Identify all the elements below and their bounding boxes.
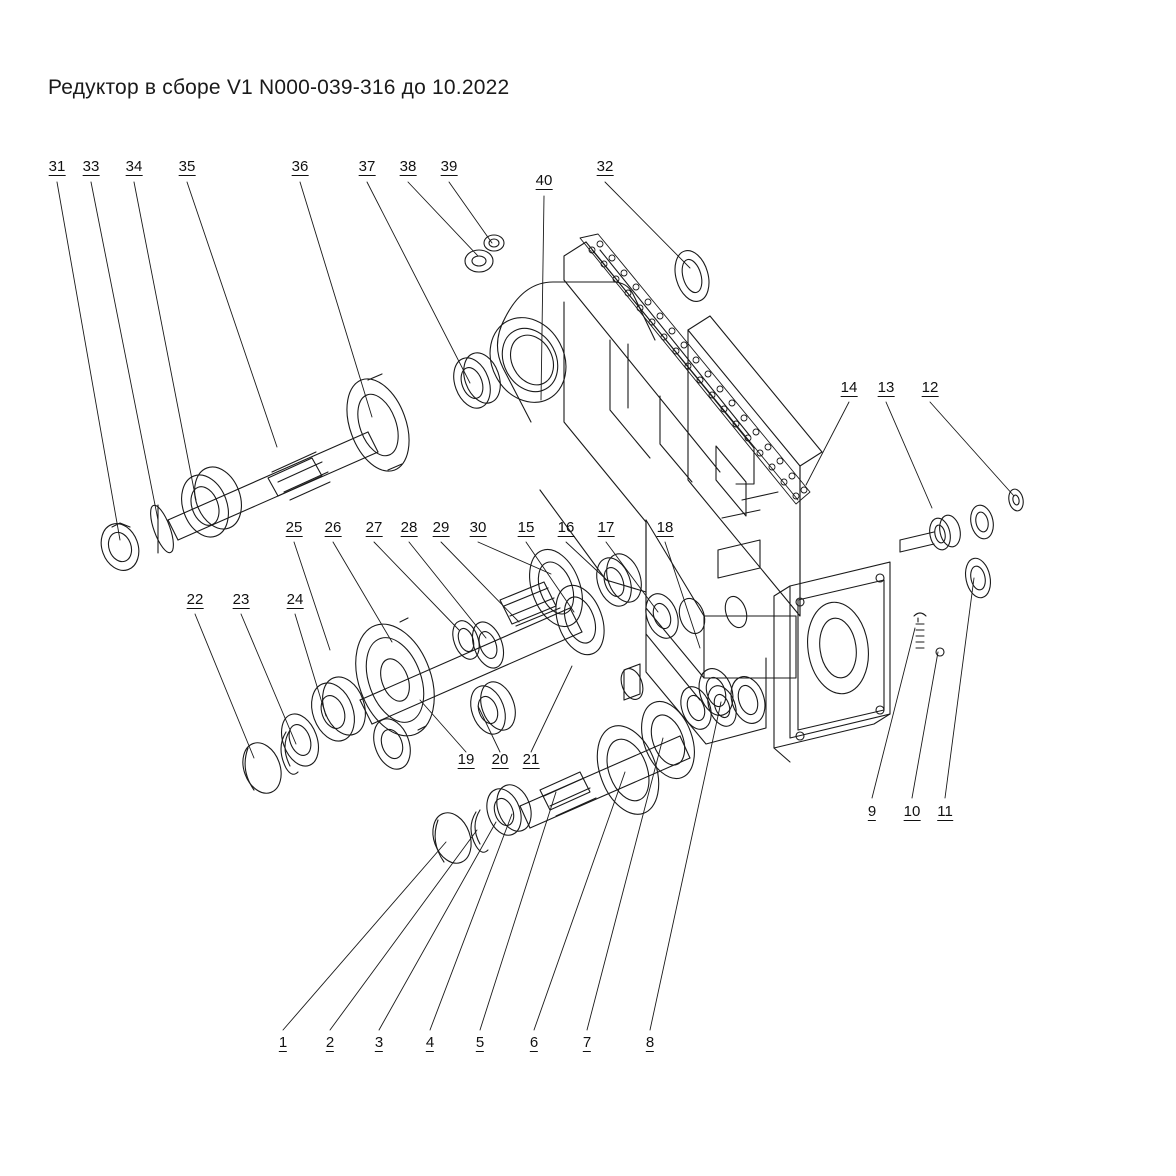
callout-7: 7 xyxy=(582,1034,592,1051)
callout-14: 14 xyxy=(840,379,858,396)
callout-23: 23 xyxy=(232,591,250,608)
callout-33: 33 xyxy=(82,158,100,175)
callout-38: 38 xyxy=(399,158,417,175)
page-title: Редуктор в сборе V1 N000-039-316 до 10.2022 xyxy=(48,76,510,99)
callout-30: 30 xyxy=(469,519,487,536)
callout-13: 13 xyxy=(877,379,895,396)
callout-20: 20 xyxy=(491,751,509,768)
callout-5: 5 xyxy=(475,1034,485,1051)
callout-35: 35 xyxy=(178,158,196,175)
roller-chain xyxy=(580,234,810,504)
callout-6: 6 xyxy=(529,1034,539,1051)
callout-36: 36 xyxy=(291,158,309,175)
output-shaft-assembly xyxy=(426,682,741,869)
callout-11: 11 xyxy=(937,803,953,820)
output-shaft-right xyxy=(900,488,1025,600)
callout-16: 16 xyxy=(557,519,575,536)
callout-32: 32 xyxy=(596,158,614,175)
callout-27: 27 xyxy=(365,519,383,536)
callout-1: 1 xyxy=(278,1034,288,1051)
callout-26: 26 xyxy=(324,519,342,536)
callout-22: 22 xyxy=(186,591,204,608)
callout-8: 8 xyxy=(645,1034,655,1051)
callout-39: 39 xyxy=(440,158,458,175)
callout-17: 17 xyxy=(597,519,615,536)
callout-12: 12 xyxy=(921,379,939,396)
callout-31: 31 xyxy=(48,158,66,175)
callout-15: 15 xyxy=(517,519,535,536)
callout-10: 10 xyxy=(903,803,921,820)
callout-29: 29 xyxy=(432,519,450,536)
callout-4: 4 xyxy=(425,1034,435,1051)
callout-34: 34 xyxy=(125,158,143,175)
callout-19: 19 xyxy=(457,751,475,768)
callout-21: 21 xyxy=(522,751,540,768)
callout-28: 28 xyxy=(400,519,418,536)
callout-9: 9 xyxy=(867,803,877,820)
gearbox-housing xyxy=(476,242,890,762)
callout-2: 2 xyxy=(325,1034,335,1051)
callout-3: 3 xyxy=(374,1034,384,1051)
callout-25: 25 xyxy=(285,519,303,536)
callout-40: 40 xyxy=(535,172,553,189)
callout-18: 18 xyxy=(656,519,674,536)
detent-spring-and-pin xyxy=(914,613,944,656)
callout-24: 24 xyxy=(286,591,304,608)
callout-37: 37 xyxy=(358,158,376,175)
